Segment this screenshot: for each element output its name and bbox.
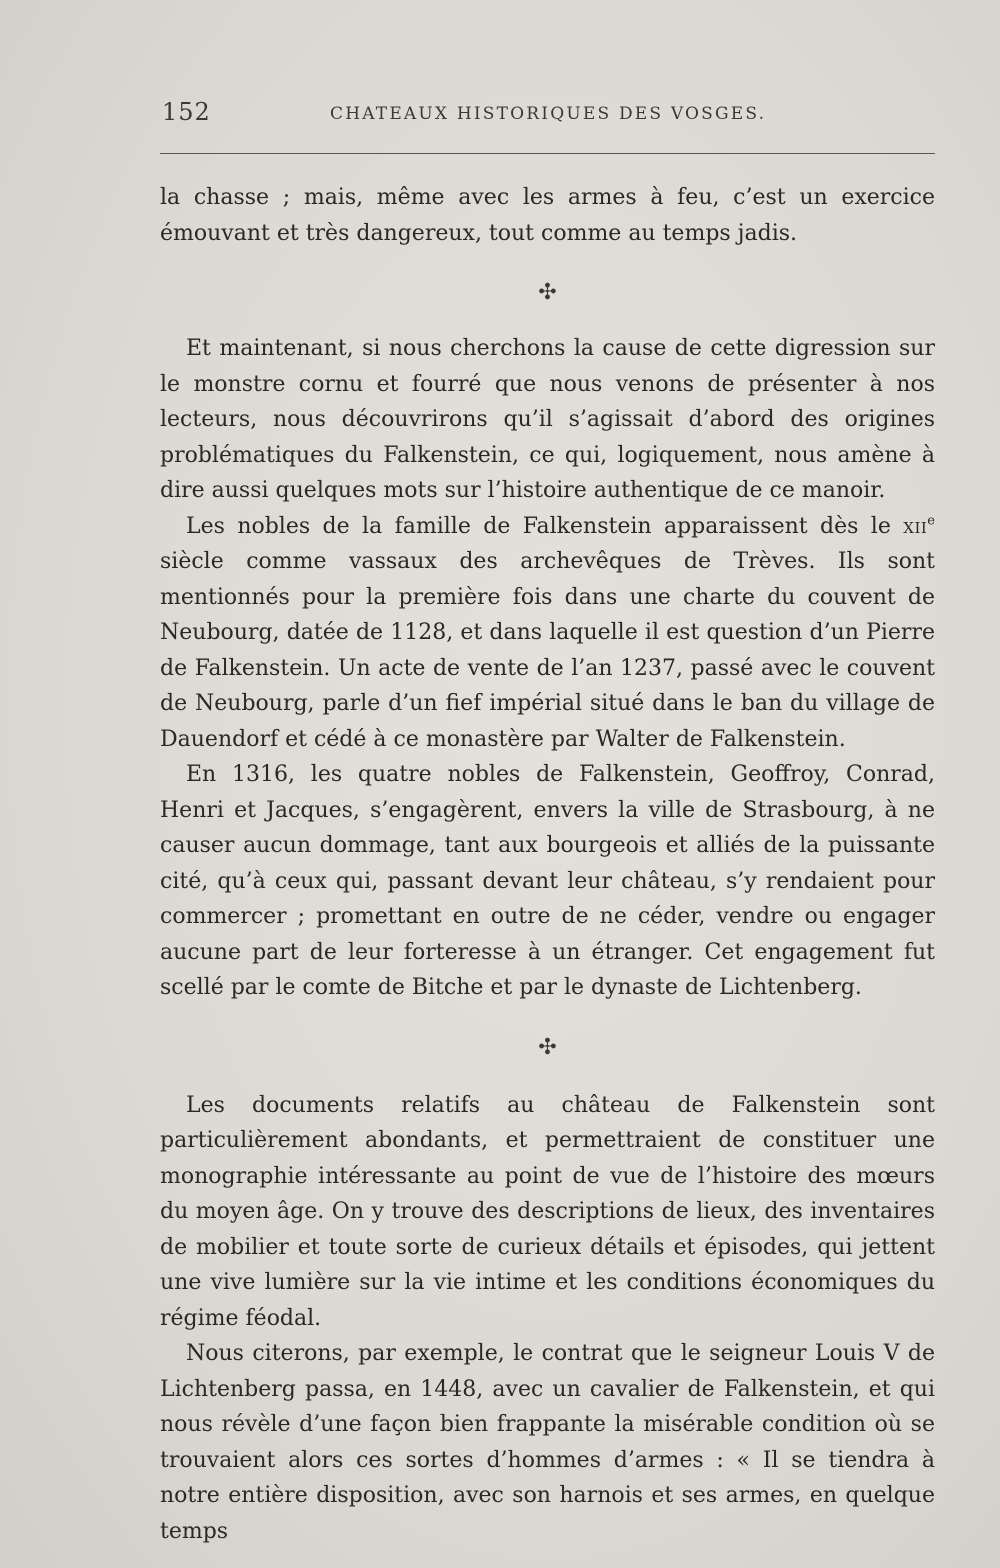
body-text xyxy=(160,180,935,1549)
running-title: CHATEAUX HISTORIQUES DES VOSGES. xyxy=(330,104,767,124)
paragraph-nobles-before: Les nobles de la famille de Falkenstein apparaissent dès le xyxy=(186,513,904,539)
paragraph-continuation: la chasse ; mais, même avec les armes à feu, c’est un exercice émouvant et très dangereux, tout comme au temps jadis. xyxy=(160,185,935,246)
century-superscript: e xyxy=(927,513,935,529)
century-roman: xii xyxy=(903,513,928,539)
paragraph-nobles xyxy=(160,509,935,758)
fleuron-ornament-icon: ✣ xyxy=(538,1034,557,1060)
header-rule xyxy=(160,153,935,154)
paragraph-nobles-after: siècle comme vassaux des archevêques de Trèves. Ils sont mentionnés pour la première fois dans une charte du couvent de Neubourg, datée de 1128, et dans laquelle il est question d’un Pierre de Falkenstein. Un acte de vente de l’an 1237, passé avec le couvent de Neubourg, parle d’un fief impérial situé dans le ban du village de Dauendorf et cédé à ce monastère par Walter de Falkenstein. xyxy=(160,549,935,752)
page-header xyxy=(160,98,935,138)
page-number: 152 xyxy=(162,98,211,126)
paragraph-digression: Et maintenant, si nous cherchons la cause de cette digression sur le monstre cornu et fourré que nous venons de présenter à nos lecteurs, nous découvrirons qu’il s’agissait d’abord des origines problématiques du Falkenstein, ce qui, logiquement, nous amène à dire aussi quelques mots sur l’histoire authentique de ce manoir. xyxy=(160,336,935,503)
fleuron-ornament-icon: ✣ xyxy=(538,280,557,305)
paragraph-1316: En 1316, les quatre nobles de Falkenstein, Geoffroy, Conrad, Henri et Jacques, s’engagèrent, envers la ville de Strasbourg, à ne causer aucun dommage, tant aux bourgeois et alliés de la puissante cité, qu’à ceux qui, passant devant leur château, s’y rendaient pour commercer ; promettant en outre de ne céder, vendre ou engager aucune part de leur forteresse à un étranger. Cet engagement fut scellé par le comte de Bitche et par le dynaste de Lichtenberg. xyxy=(160,762,935,1000)
paragraph-documents: Les documents relatifs au château de Falkenstein sont particulièrement abondants, et permettraient de constituer une monographie intéressante au point de vue de l’histoire des mœurs du moyen âge. On y trouve des descriptions de lieux, des inventaires de mobilier et toute sorte de curieux détails et épisodes, qui jettent une vive lumière sur la vie intime et les conditions économiques du régime féodal. xyxy=(160,1092,935,1331)
paragraph-contract: Nous citerons, par exemple, le contrat que le seigneur Louis V de Lichtenberg passa, en 1448, avec un cavalier de Falkenstein, et qui nous révèle d’une façon bien frappante la misérable condition où se trouvaient alors ces sortes d’hommes d’armes : « Il se tiendra à notre entière disposition, avec son harnois et ses armes, en quelque temps xyxy=(160,1341,935,1544)
